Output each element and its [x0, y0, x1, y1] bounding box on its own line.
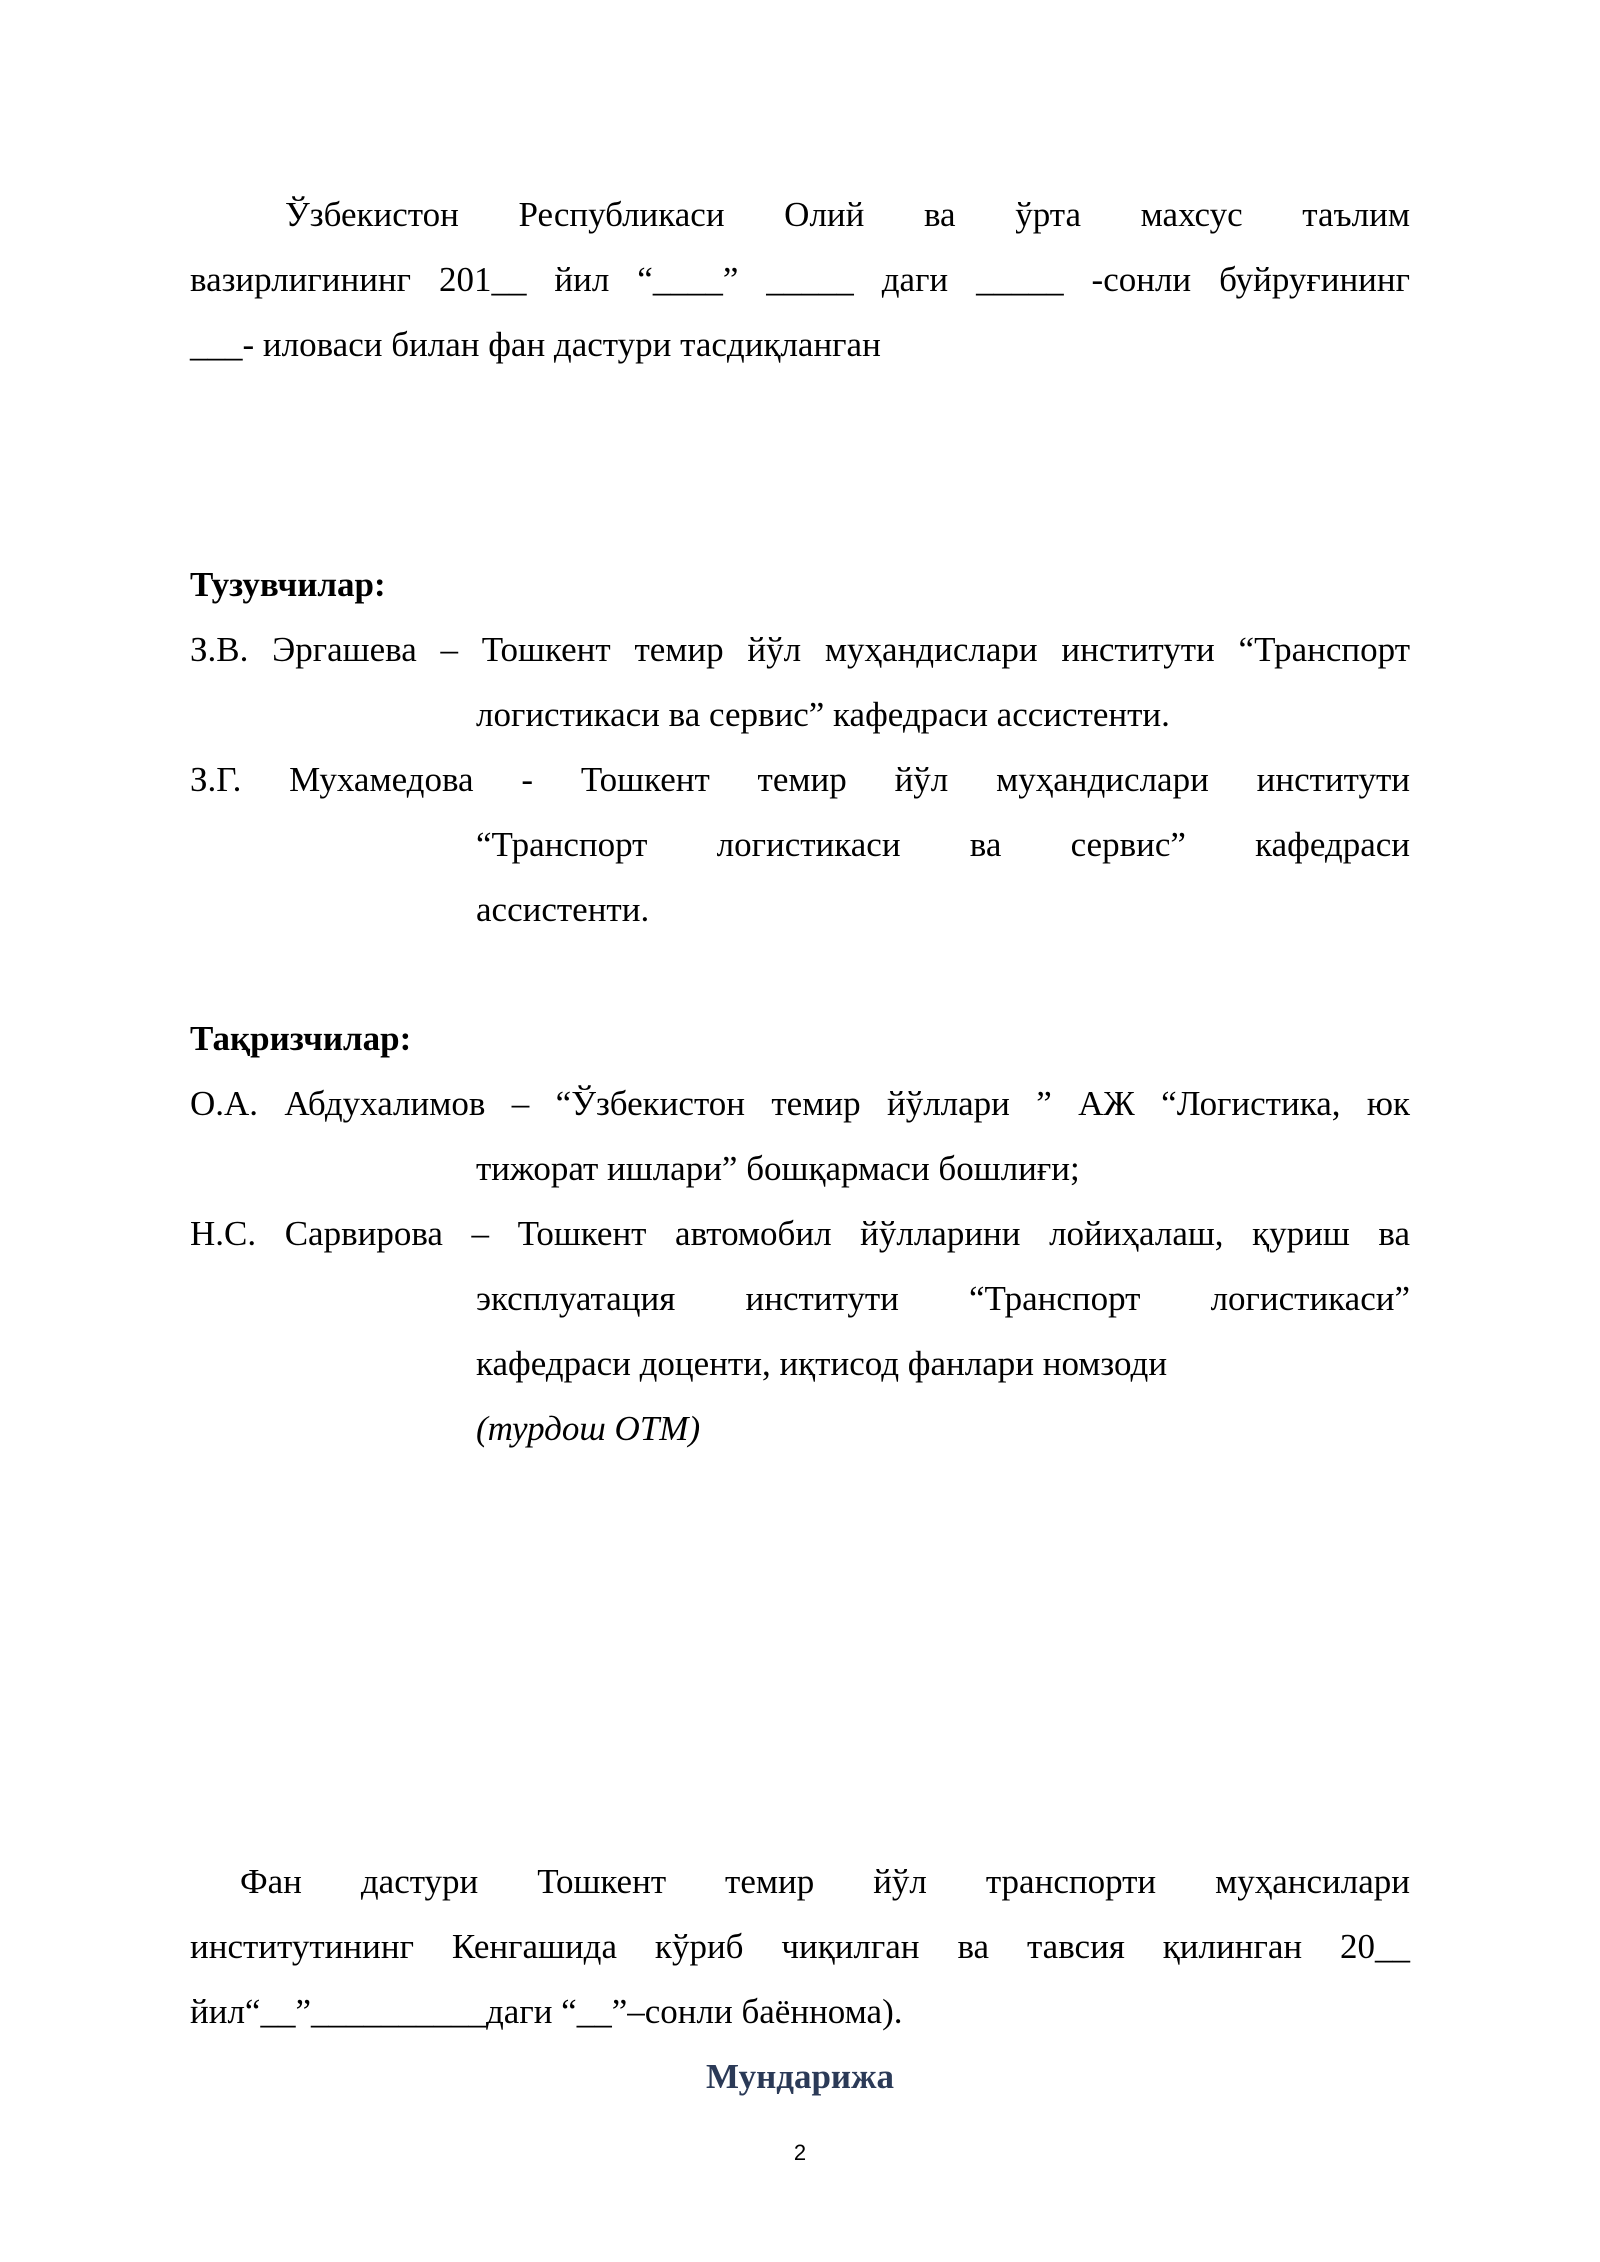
intro-paragraph — [190, 182, 1410, 377]
approval-line: йил“__”__________даги “__”–сонли баённома). — [190, 1992, 903, 2031]
reviewers-section — [190, 1006, 1410, 1461]
reviewer-line: кафедраси доценти, иқтисод фанлари номзоди — [476, 1344, 1168, 1383]
author-line: З.Г. Мухамедова - Тошкент темир йўл муҳандислари институти — [190, 760, 1410, 799]
reviewer-line: тижорат ишлари” бошқармаси бошлиғи; — [476, 1149, 1080, 1188]
approval-line: институтининг Кенгашида кўриб чиқилган ва тавсия қилинган 20__ — [190, 1927, 1410, 1966]
authors-section — [190, 552, 1410, 942]
intro-line: вазирлигининг 201__ йил “____” _____ даги _____ -сонли буйруғининг — [190, 260, 1410, 299]
author-line: логистикаси ва сервис” кафедраси ассистенти. — [476, 695, 1170, 734]
page-number: 2 — [793, 2140, 807, 2165]
reviewers-heading: Тақризчилар: — [190, 1019, 412, 1058]
reviewer-line: О.А. Абдухалимов – “Ўзбекистон темир йўллари ” АЖ “Логистика, юк — [190, 1084, 1410, 1123]
approval-line: Фан дастури Тошкент темир йўл транспорти муҳансилари — [240, 1862, 1410, 1901]
reviewer-line: Н.С. Сарвирова – Тошкент автомобил йўлларини лойиҳалаш, қуриш ва — [190, 1214, 1410, 1253]
reviewer-note: (турдош ОТМ) — [476, 1409, 701, 1448]
intro-line: ___- иловаси билан фан дастури тасдиқланган — [190, 325, 881, 364]
author-line: “Транспорт логистикаси ва сервис” кафедраси — [476, 825, 1410, 864]
reviewer-line: эксплуатация институти “Транспорт логистикаси” — [476, 1279, 1410, 1318]
author-line: З.В. Эргашева – Тошкент темир йўл муҳандислари институти “Транспорт — [190, 630, 1410, 669]
author-line: ассистенти. — [476, 890, 650, 929]
authors-heading: Тузувчилар: — [190, 565, 386, 604]
toc-heading: Мундарижа — [706, 2057, 894, 2096]
approval-paragraph — [190, 1849, 1410, 2044]
intro-line: Ўзбекистон Республикаси Олий ва ўрта махсус таълим — [285, 195, 1410, 234]
